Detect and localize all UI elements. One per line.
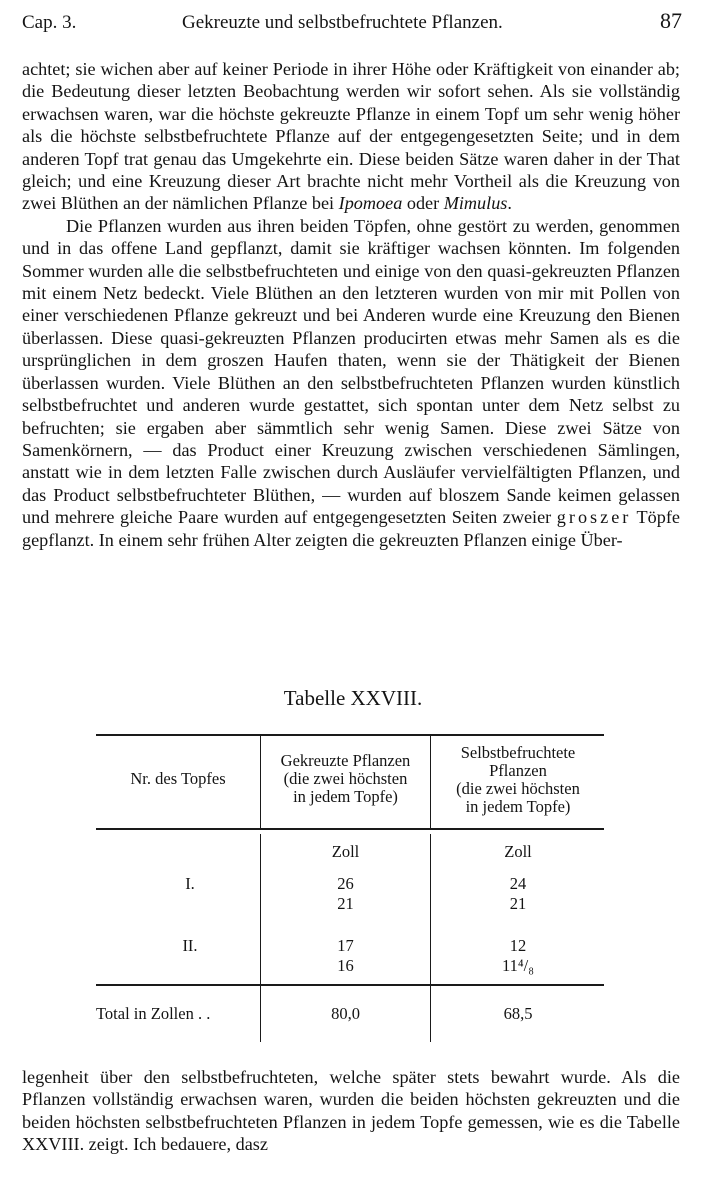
body-text-top xyxy=(22,58,680,551)
header-line: (die zwei höchsten xyxy=(456,779,580,798)
selfed-values xyxy=(432,936,604,976)
paragraph-continued xyxy=(22,58,680,215)
paragraph-text: oder xyxy=(402,193,444,214)
unit-crossed: Zoll xyxy=(331,842,360,861)
table-total-rule xyxy=(96,984,604,986)
paragraph-text: Die Pflanzen wurden aus ihren beiden Töpfen, ohne gestört zu werden, genommen und in das offene Land gepflanzt, damit sie kräftiger wachsen könnten. Im folgenden Sommer wurden alle die selbstbefruchteten und einige von den quasi-gekreuzten Pflanzen mit einem Netz bedeckt. Viele Blüthen an den letzteren wurden von mir mit Pollen von einer verschiedenen Pflanze gekreuzt und bei Anderen wurde eine Kreuzung den Bienen überlassen. Diese quasi-gekreuzten Pflanzen producirten etwas mehr Samen als es die ursprünglichen in dem groszen Haufen thaten, wenn sie der Thätigkeit der Bienen überlassen wurden. Viele Blüthen an den selbstbefruchteten Pflanzen wurden künstlich selbstbefruchtet und anderen wurde gestattet, sich spontan unter dem Netz selbst zu befruchten; sie ergaben aber sämmtlich sehr wenig Samen. Diese zwei Sätze von Samenkörnern, — das Product einer Kreuzung zwischen verschiedenen Sämlingen, anstatt wie in dem letzten Falle zwischen durch Ausläufer vervielfältigten Pflanzen, und das Product selbstbefruchteter Blüthen, — wurden auf bloszem Sande keimen gelassen und mehrere gleiche Paare wurden auf entgegengesetzten Seiten zweier xyxy=(22,215,680,528)
header-pot-number: Nr. des Topfes xyxy=(130,769,226,788)
header-line: (die zwei höchsten xyxy=(283,769,408,788)
page-number: 87 xyxy=(660,8,682,33)
paragraph-continued: legenheit über den selbstbefruchteten, welche später stets bewahrt wurde. Als die Pflanzen vollständig erwachsen waren, wurden die beiden höchsten gekreuzten und die beiden höchsten selbstbefruchteten Pflanzen in jedem Topfe gemessen, wie es die Tabelle XXVIII. zeigt. Ich bedauere, dasz xyxy=(22,1067,680,1155)
table-value: 24 xyxy=(509,874,527,893)
body-text-bottom xyxy=(22,1066,680,1156)
paragraph xyxy=(22,215,680,551)
selfed-values xyxy=(432,874,604,914)
pot-label: I. xyxy=(185,874,195,893)
column-divider xyxy=(430,734,431,828)
table-value: 26 xyxy=(337,874,354,893)
table-header-rule xyxy=(96,828,604,830)
table-value: 12 xyxy=(509,936,527,955)
pot-label: II. xyxy=(182,936,198,955)
total-selfed: 68,5 xyxy=(503,1004,533,1023)
table-value: 21 xyxy=(337,894,354,913)
running-header xyxy=(22,8,682,36)
table-value: 17 xyxy=(337,936,354,955)
table-caption: Tabelle XXVIII. xyxy=(283,686,423,710)
header-line: in jedem Topfe) xyxy=(465,797,571,816)
table-value: 21 xyxy=(509,894,527,913)
paragraph-text: . xyxy=(507,193,512,214)
header-line: Pflanzen xyxy=(489,761,547,780)
paragraph-text: Töpfe gepflanzt. In einem sehr frühen Alter zeigten die gekreuzten Pflanzen einige Über- xyxy=(22,507,680,550)
table-value: 11⁴/₈ xyxy=(502,956,534,975)
header-line: Selbstbefruchtete xyxy=(460,743,576,762)
crossed-values xyxy=(261,936,430,976)
table-top-rule xyxy=(96,734,604,736)
total-crossed: 80,0 xyxy=(331,1004,360,1023)
column-divider xyxy=(430,834,431,1042)
genus-name-mimulus: Mimulus xyxy=(443,193,508,214)
total-label: Total in Zollen . . xyxy=(96,1004,211,1023)
header-line: Gekreuzte Pflanzen xyxy=(280,751,411,770)
crossed-values xyxy=(261,874,430,914)
emphasized-word: groszer xyxy=(556,507,632,528)
header-selfed xyxy=(432,744,604,816)
genus-name-ipomoea: Ipomoea xyxy=(338,193,403,214)
chapter-label: Cap. 3. xyxy=(22,12,77,33)
running-title: Gekreuzte und selbstbefruchtete Pflanzen. xyxy=(182,12,503,33)
paragraph-text: achtet; sie wichen aber auf keiner Periode in ihrer Höhe oder Kräftigkeit von einander ab; die Bedeutung dieser letzten Beobachtung werden wir sofort sehen. Als sie vollständig erwachsen waren, war die höchste gekreuzte Pflanze in einem Topf um sehr wenig höher als die höchste selbstbefruchtete Pflanze auf der entgegengesetzten Seite; und in dem anderen Topf trat genau das Umgekehrte ein. Diese beiden Sätze waren daher in der That gleich; und eine Kreuzung dieser Art brachte nicht mehr Vortheil als die Kreuzung von zwei Blüthen an der nämlichen Pflanze bei xyxy=(22,59,680,214)
header-crossed xyxy=(261,752,430,806)
header-line: in jedem Topfe) xyxy=(293,787,398,806)
data-table xyxy=(96,734,604,1044)
unit-selfed: Zoll xyxy=(504,842,532,861)
table-value: 16 xyxy=(337,956,354,975)
